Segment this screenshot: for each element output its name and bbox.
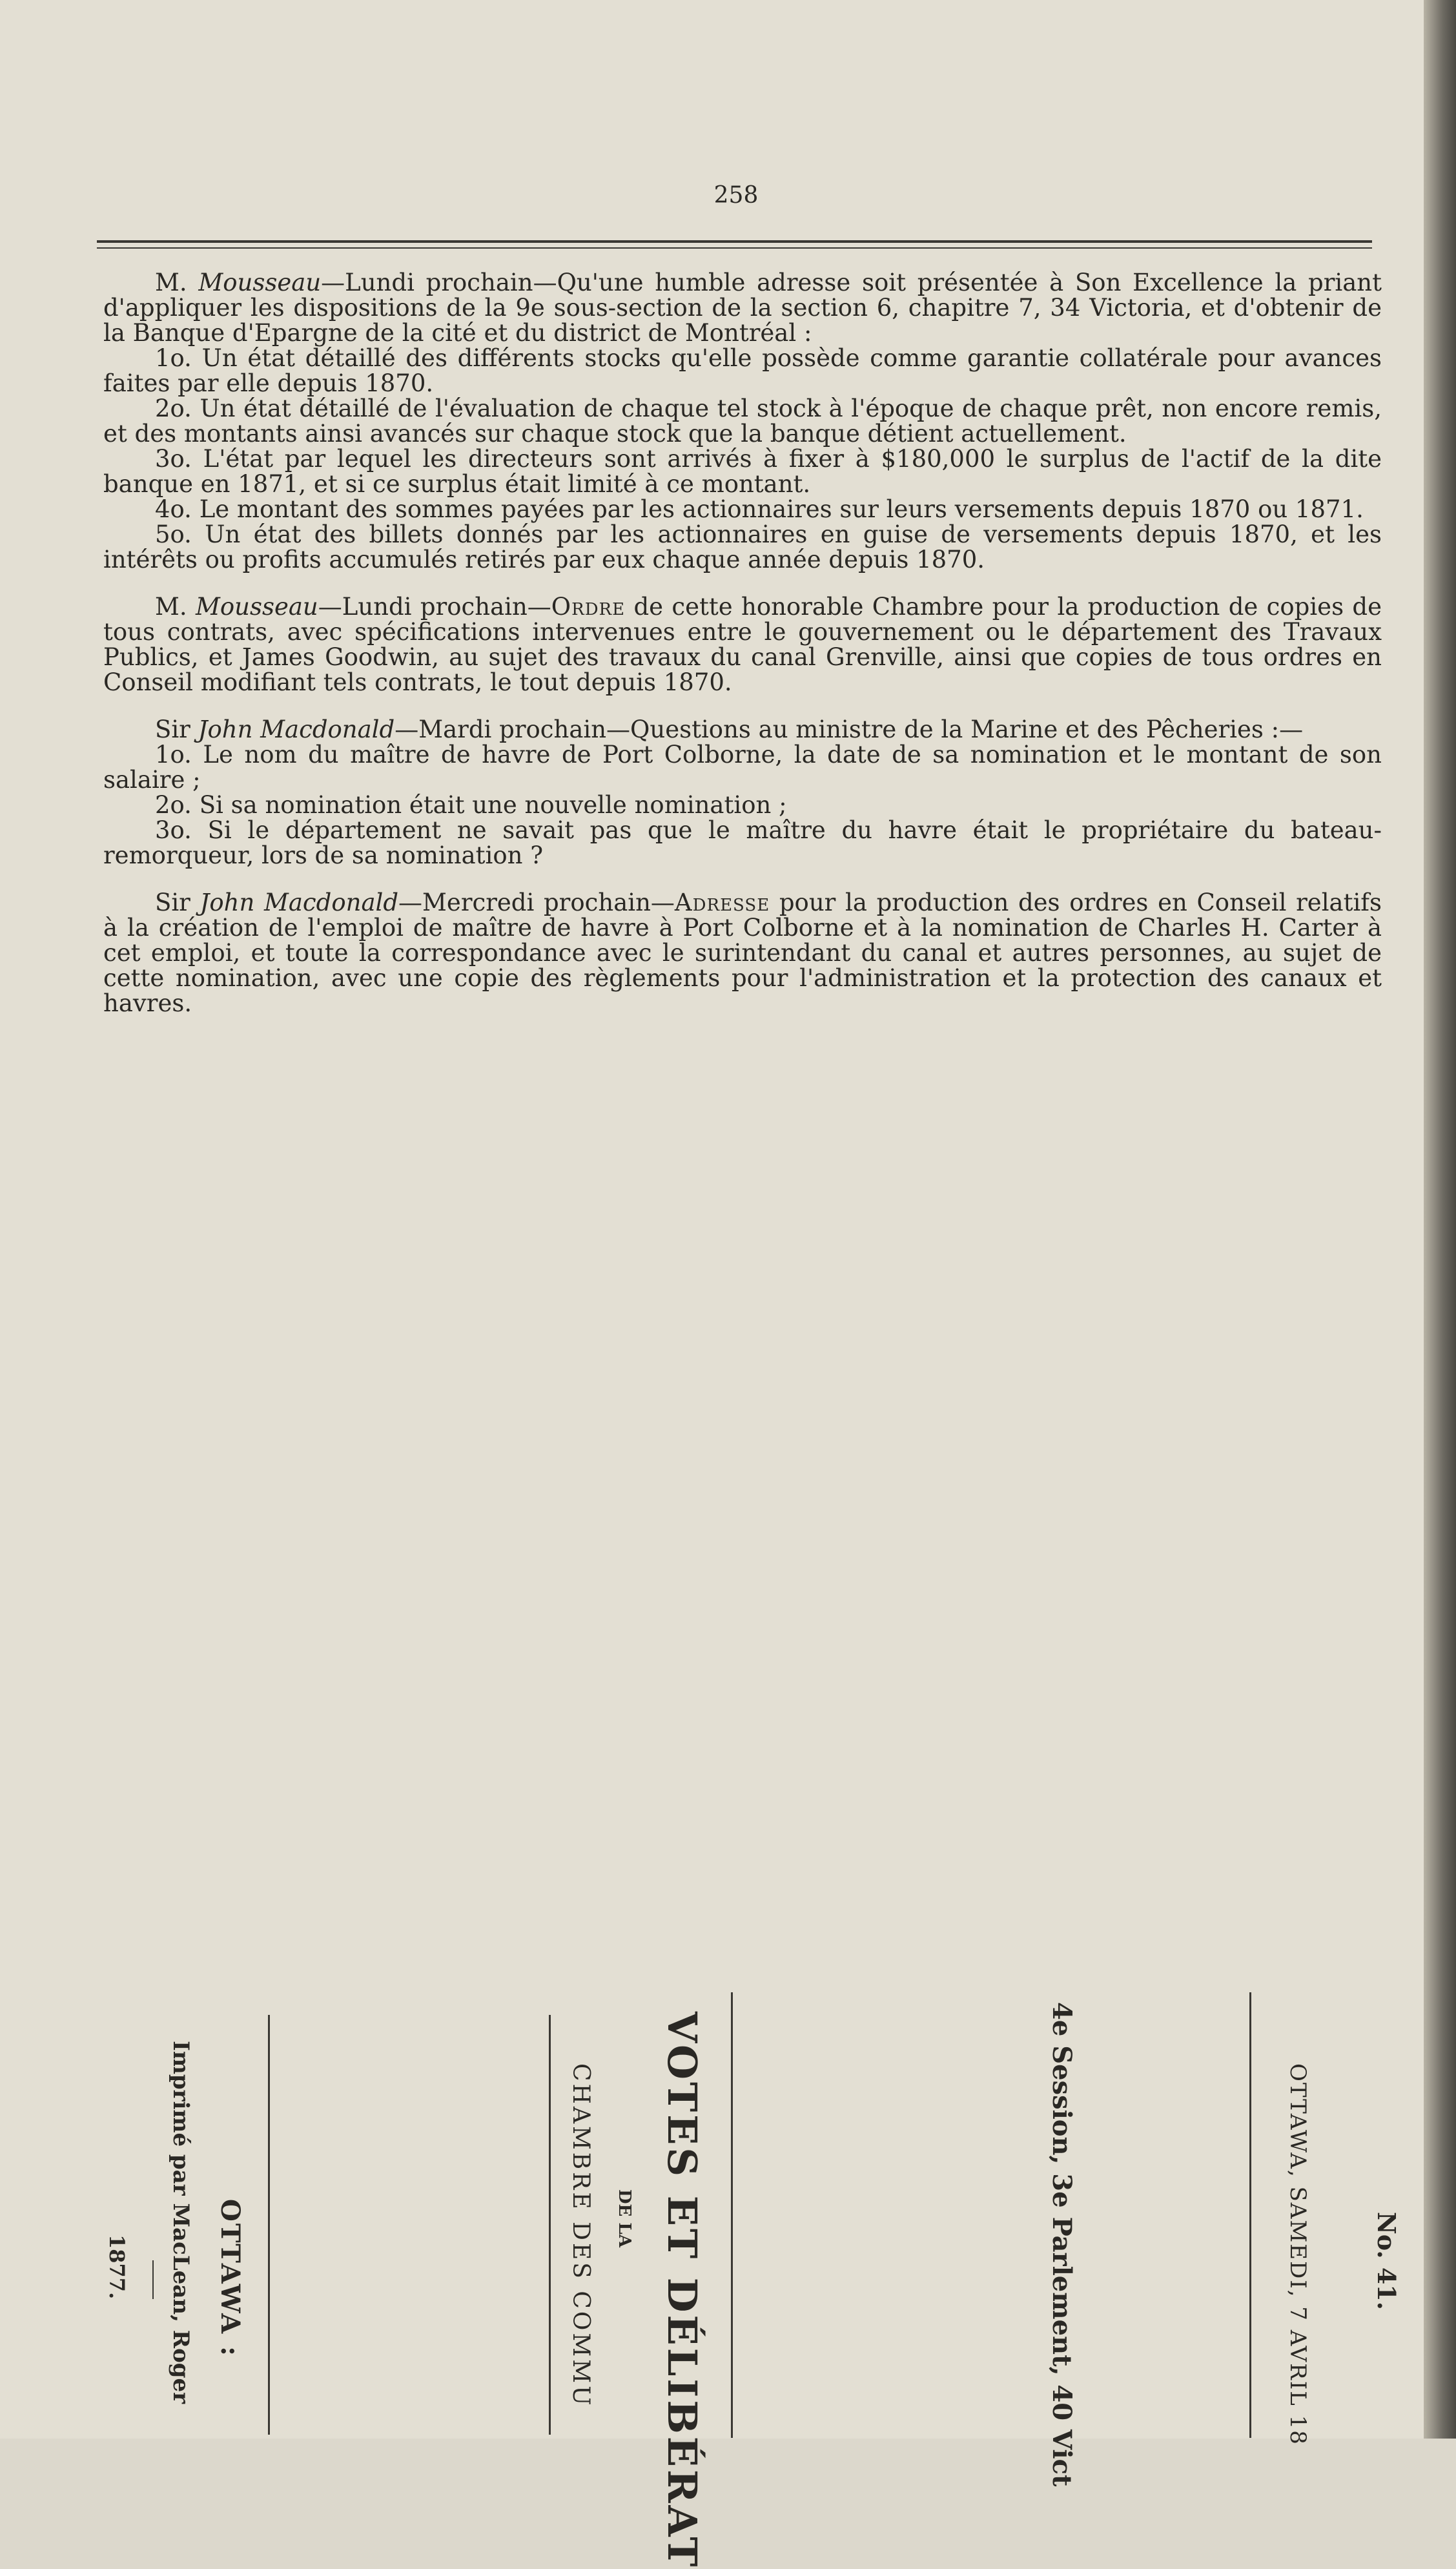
- motion-1-item-4: 4o. Le montant des sommes payées par les actionnaires sur leurs versements depuis 1870 ou 1871.: [155, 495, 1364, 523]
- imprint-year: 1877.: [105, 2234, 129, 2300]
- motion-3-item-2: 2o. Si sa nomination était une nouvelle nomination ;: [155, 791, 787, 819]
- motion-1-item-1: 1o. Un état détaillé des différents stocks qu'elle possède comme garantie collatérale pour avances faites par elle depuis 1870.: [103, 344, 1382, 397]
- motion-1-item-3: 3o. L'état par lequel les directeurs sont arrivés à fixer à $180,000 le surplus de l'actif de la dite banque en 1871, et si ce surplus était limité à ce montant.: [103, 445, 1382, 498]
- motion-1-item-5: 5o. Un état des billets donnés par les actionnaires en guise de versements depuis 1870, et les intérêts ou profits accumulés retirés par eux chaque année depuis 1870.: [103, 521, 1382, 573]
- motion-3-item-1: 1o. Le nom du maître de havre de Port Colborne, la date de sa nomination et le montant de son salaire ;: [103, 741, 1382, 794]
- page-edge-shadow: [1424, 0, 1456, 2439]
- motion-3-intro: Sir John Macdonald—Mardi prochain—Questions au ministre de la Marine et des Pêcheries :—: [155, 716, 1304, 743]
- header-rule-thick: [97, 240, 1372, 243]
- session-line: 4e Session, 3e Parlement, 40 Vict: [1047, 2002, 1077, 2487]
- imprint-printer: Imprimé par MacLean, Roger: [168, 2041, 194, 2404]
- motion-4-text: Sir John Macdonald—Mercredi prochain—Adresse pour la production des ordres en Conseil relatifs à la création de l'emploi de maître de havre à Port Colborne et à la nomination de Charles H. Carter à cet emploi, et toute la correspondance avec le surintendant du canal et autres personnes, au sujet de cette nomination, avec une copie des règlements pour l'administration et la protection des canaux et havres.: [103, 889, 1382, 1017]
- imprint-rule: [152, 2260, 154, 2299]
- title-rule-3: [549, 2015, 551, 2435]
- header-rule-thin: [97, 247, 1372, 249]
- title-rule-1: [1249, 1992, 1251, 2438]
- page-number: 258: [713, 182, 759, 209]
- title-connector: DE LA: [615, 2189, 634, 2247]
- title-rule-2: [731, 1992, 733, 2438]
- motion-3-item-3: 3o. Si le département ne savait pas que le maître du havre était le propriétaire du bateau-remorqueur, lors de sa nomination ?: [103, 816, 1382, 869]
- chamber-name: CHAMBRE DES COMMU: [568, 2063, 594, 2408]
- issue-date: OTTAWA, SAMEDI, 7 AVRIL 18: [1285, 2063, 1311, 2446]
- title-rule-4: [268, 2015, 270, 2435]
- journal-title: VOTES ET DÉLIBÉRAT: [659, 2012, 706, 2569]
- imprint-city: OTTAWA :: [215, 2199, 245, 2358]
- issue-number: No. 41.: [1372, 2212, 1401, 2310]
- motion-2-text: M. Mousseau—Lundi prochain—Ordre de cette honorable Chambre pour la production de copies de tous contrats, avec spécifications intervenues entre le gouvernement ou le département des Travaux Publics, et James Goodwin, au sujet des travaux du canal Grenville, ainsi que copies de tous ordres en Conseil modifiant tels contrats, le tout depuis 1870.: [103, 593, 1382, 696]
- motions-body: [103, 270, 1382, 1016]
- motion-1-item-2: 2o. Un état détaillé de l'évaluation de chaque tel stock à l'époque de chaque prêt, non encore remis, et des montants ainsi avancés sur chaque stock que la banque détient actuellement.: [103, 395, 1382, 448]
- motion-1-intro: M. Mousseau—Lundi prochain—Qu'une humble adresse soit présentée à Son Excellence la priant d'appliquer les dispositions de la 9e sous-section de la section 6, chapitre 7, 34 Victoria, et d'obtenir de la Banque d'Epargne de la cité et du district de Montréal :: [103, 269, 1382, 347]
